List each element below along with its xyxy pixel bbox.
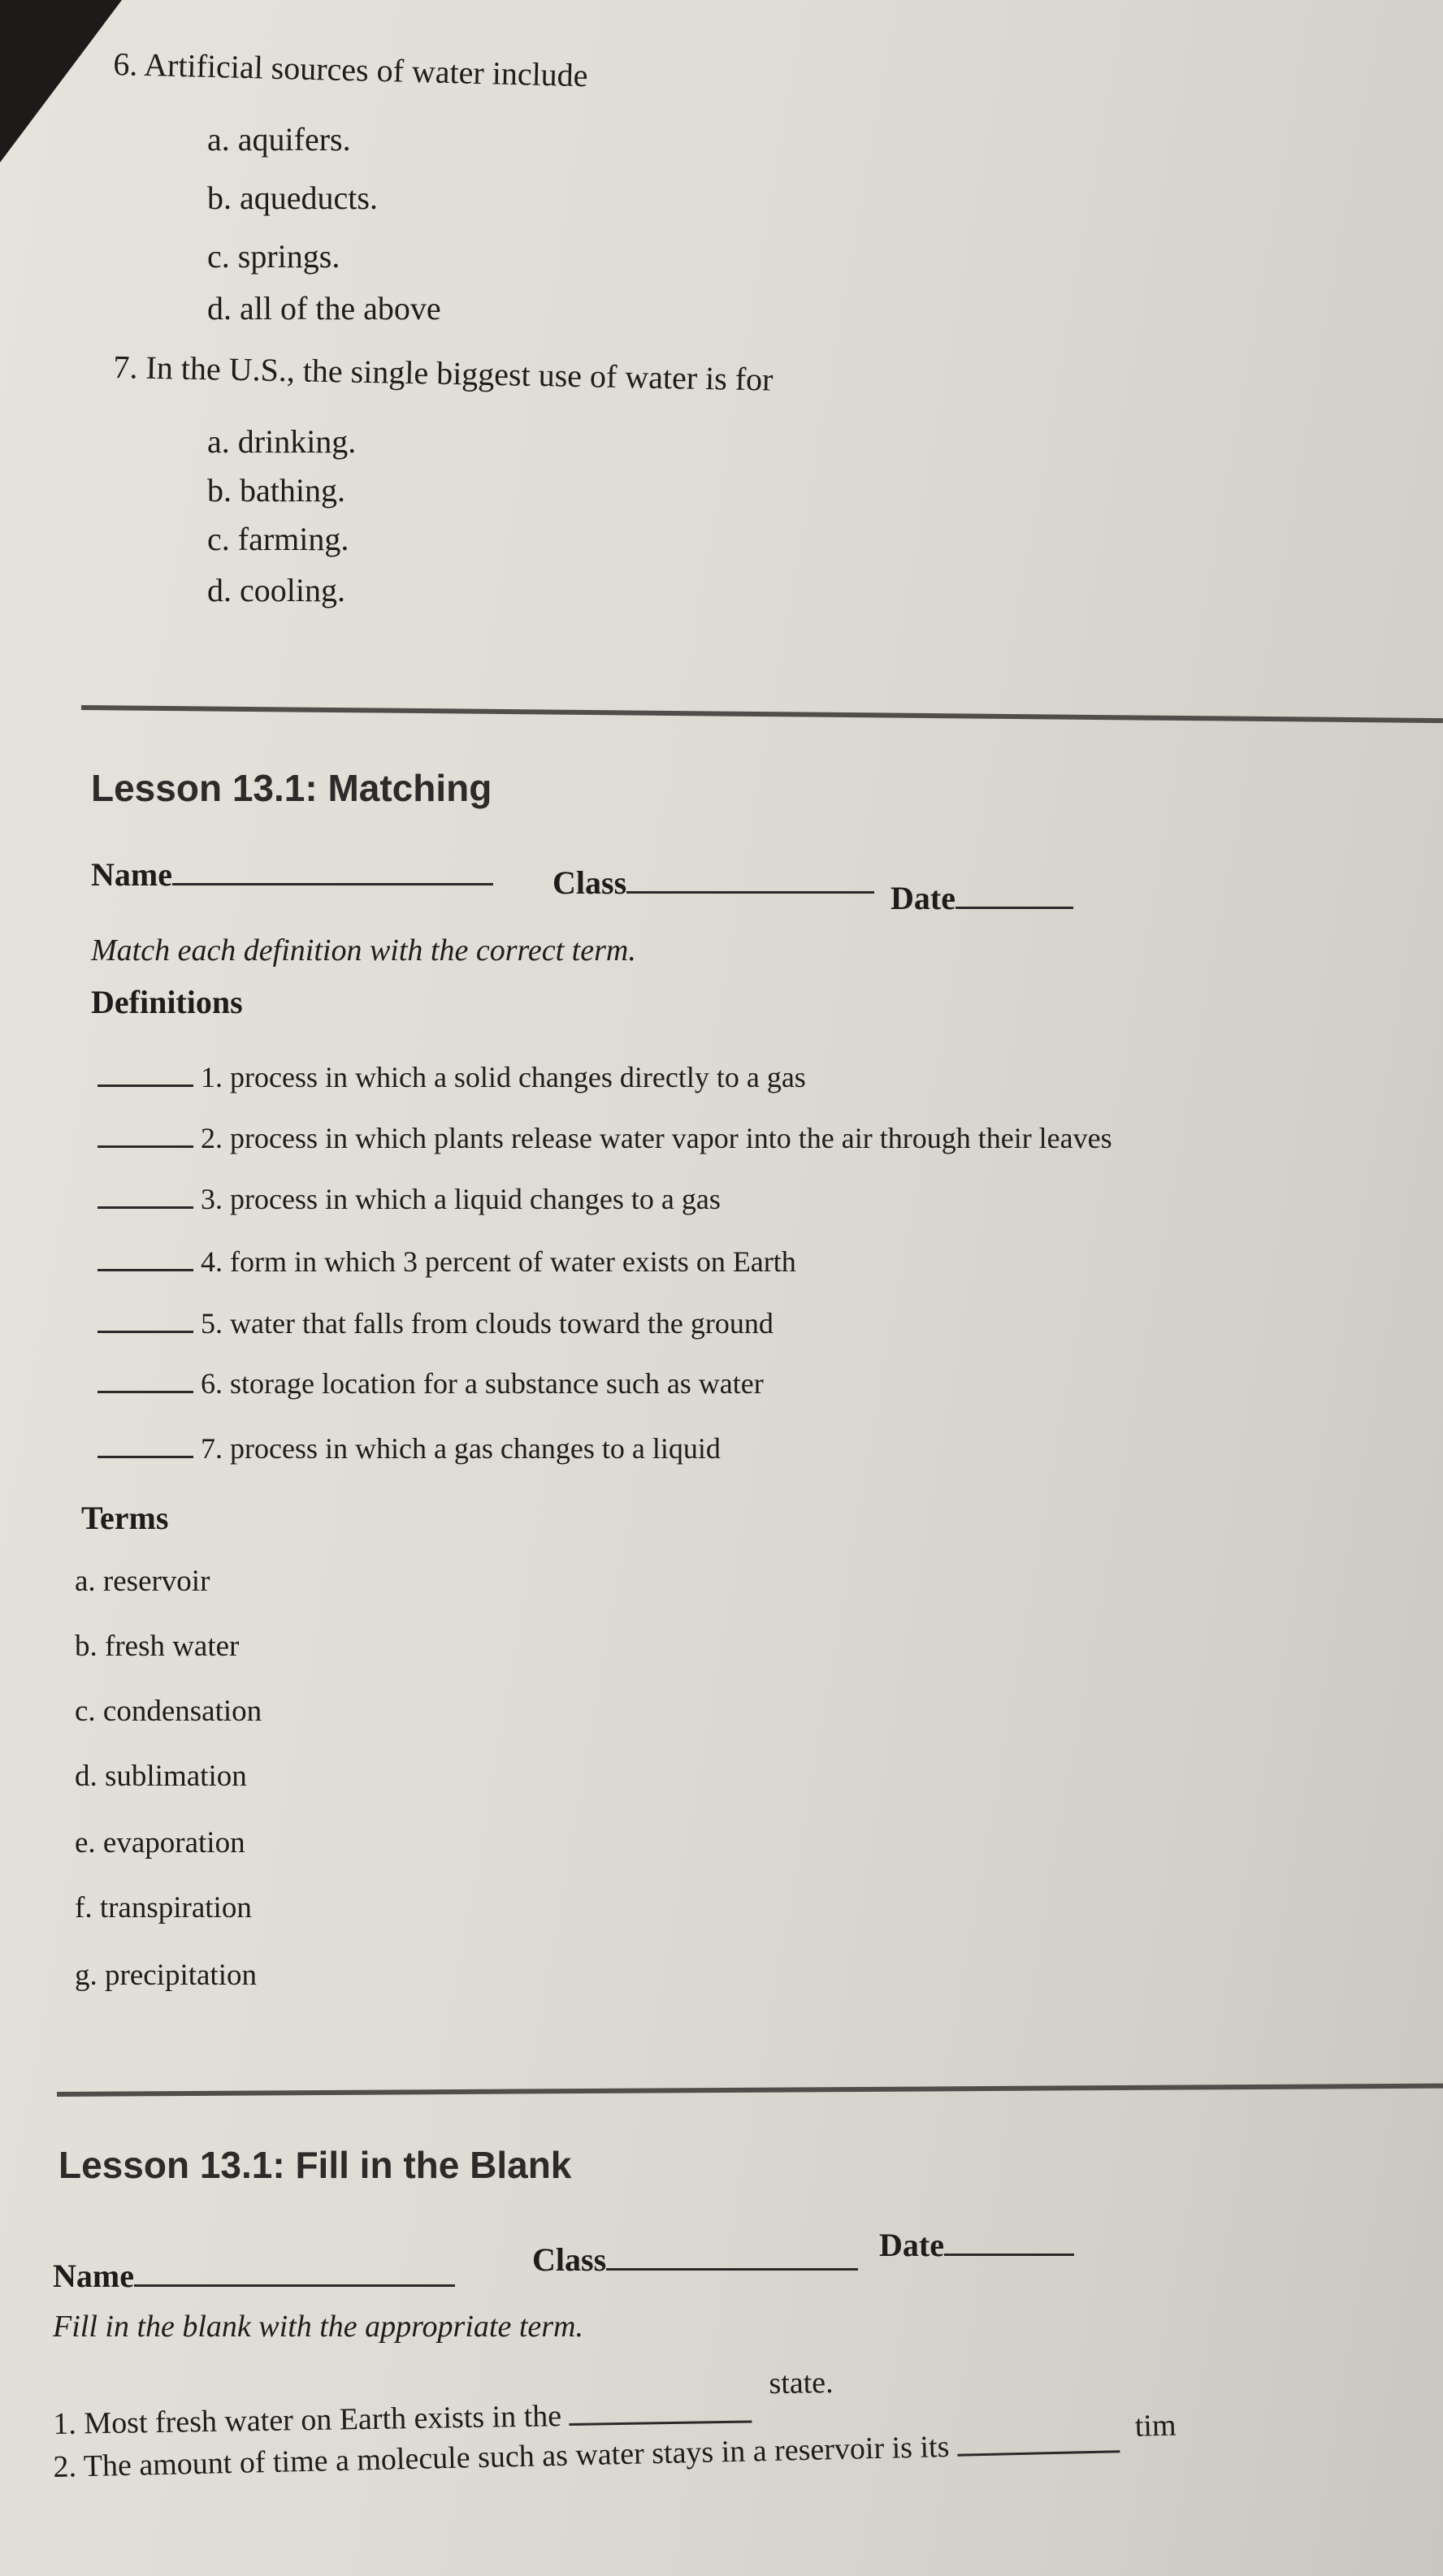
definition-item: 2. process in which plants release water vapor into the air through their leaves bbox=[98, 1121, 1112, 1155]
date-blank[interactable] bbox=[944, 2253, 1074, 2256]
term-item: e. evaporation bbox=[75, 1826, 245, 1859]
fill-blank-name-line bbox=[53, 2257, 455, 2295]
name-blank[interactable] bbox=[134, 2284, 455, 2287]
question-6-option-d: d. all of the above bbox=[207, 290, 441, 327]
question-6-option-c: c. springs. bbox=[207, 238, 340, 275]
answer-blank[interactable] bbox=[98, 1145, 193, 1148]
definitions-heading: Definitions bbox=[91, 984, 243, 1020]
definition-item: 1. process in which a solid changes directly to a gas bbox=[98, 1060, 806, 1094]
answer-blank[interactable] bbox=[98, 1331, 193, 1333]
definition-item: 5. water that falls from clouds toward the ground bbox=[98, 1306, 774, 1340]
term-item: d. sublimation bbox=[75, 1760, 247, 1793]
class-blank[interactable] bbox=[606, 2268, 858, 2271]
answer-blank[interactable] bbox=[98, 1391, 193, 1393]
date-label: Date bbox=[890, 880, 956, 916]
date-blank[interactable] bbox=[956, 907, 1073, 909]
term-item: c. condensation bbox=[75, 1695, 262, 1728]
answer-blank[interactable] bbox=[570, 2420, 752, 2426]
matching-date-line bbox=[890, 879, 1073, 917]
question-7-prompt: 7. In the U.S., the single biggest use of water is for bbox=[113, 348, 774, 398]
matching-heading: Lesson 13.1: Matching bbox=[91, 767, 492, 809]
answer-blank[interactable] bbox=[98, 1456, 193, 1458]
fill-blank-item-2: 2. The amount of time a molecule such as water stays in a reservoir is its tim bbox=[53, 2408, 1176, 2484]
definition-item: 4. form in which 3 percent of water exists on Earth bbox=[98, 1245, 796, 1279]
answer-blank[interactable] bbox=[957, 2450, 1120, 2457]
question-7-option-c: c. farming. bbox=[207, 521, 349, 557]
question-6-prompt: 6. Artificial sources of water include bbox=[112, 45, 589, 94]
terms-heading: Terms bbox=[81, 1500, 169, 1536]
fill-blank-item-1-suffix: state. bbox=[769, 2365, 834, 2401]
page-corner-shadow bbox=[0, 0, 122, 162]
name-label: Name bbox=[53, 2258, 134, 2294]
question-7-option-a: a. drinking. bbox=[207, 423, 357, 460]
fill-blank-heading: Lesson 13.1: Fill in the Blank bbox=[58, 2144, 572, 2186]
term-item: b. fresh water bbox=[75, 1630, 240, 1663]
definition-item: 6. storage location for a substance such as water bbox=[98, 1366, 764, 1401]
name-label: Name bbox=[91, 856, 172, 893]
term-item: g. precipitation bbox=[75, 1959, 257, 1992]
class-blank[interactable] bbox=[626, 891, 874, 894]
class-label: Class bbox=[532, 2241, 607, 2278]
answer-blank[interactable] bbox=[98, 1085, 193, 1087]
term-item: f. transpiration bbox=[75, 1891, 252, 1924]
answer-blank[interactable] bbox=[98, 1269, 193, 1271]
fill-blank-item-2-suffix: tim bbox=[1134, 2408, 1176, 2444]
matching-instructions: Match each definition with the correct term. bbox=[91, 933, 636, 968]
question-6-option-b: b. aqueducts. bbox=[207, 180, 378, 216]
answer-blank[interactable] bbox=[98, 1206, 193, 1209]
term-item: a. reservoir bbox=[75, 1565, 210, 1598]
fill-blank-item-1: 1. Most fresh water on Earth exists in the state. bbox=[53, 2365, 834, 2441]
section-divider bbox=[57, 2084, 1443, 2097]
fill-blank-instructions: Fill in the blank with the appropriate term. bbox=[53, 2310, 583, 2344]
question-7-option-d: d. cooling. bbox=[207, 572, 345, 608]
section-divider bbox=[81, 705, 1443, 723]
fill-blank-date-line bbox=[879, 2226, 1074, 2264]
fill-blank-class-line bbox=[532, 2240, 858, 2279]
name-blank[interactable] bbox=[172, 883, 493, 885]
date-label: Date bbox=[879, 2227, 944, 2263]
matching-class-line bbox=[552, 864, 874, 902]
definition-item: 3. process in which a liquid changes to a gas bbox=[98, 1182, 721, 1216]
matching-name-line bbox=[91, 855, 493, 894]
class-label: Class bbox=[552, 864, 627, 901]
question-7-option-b: b. bathing. bbox=[207, 472, 345, 509]
definition-item: 7. process in which a gas changes to a liquid bbox=[98, 1431, 721, 1466]
question-6-option-a: a. aquifers. bbox=[207, 121, 351, 158]
